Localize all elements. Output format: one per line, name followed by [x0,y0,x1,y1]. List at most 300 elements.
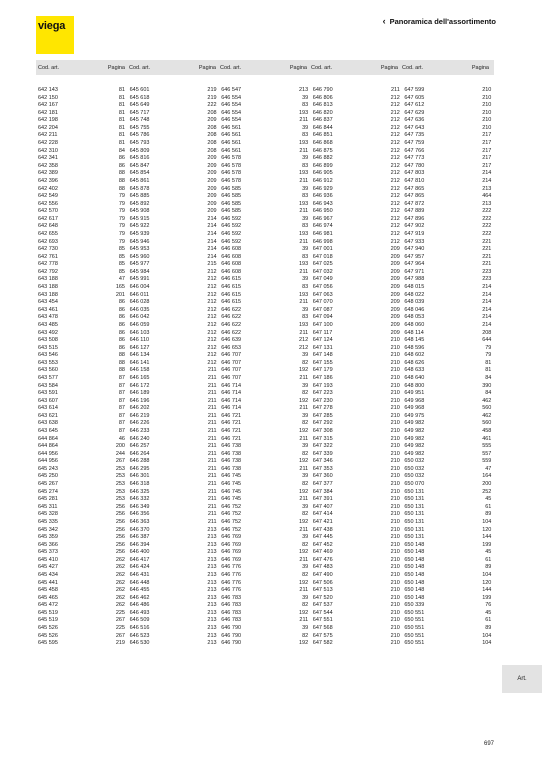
page-ref: 208 [482,329,492,336]
article-code: 646 509 [129,617,150,624]
table-row [219,148,311,156]
article-code: 645 922 [129,223,150,230]
side-tab-art[interactable] [502,665,542,693]
table-row [128,466,220,474]
table-row [219,155,311,163]
overview-link[interactable] [383,16,496,26]
table-row [311,496,403,504]
page-ref: 104 [482,572,492,578]
page-ref: 83 [302,162,309,169]
page-ref: 213 [207,625,217,632]
table-row [36,360,128,368]
article-code: 647 001 [312,246,333,253]
page-ref: 39 [302,594,309,601]
article-code: 645 472 [38,602,58,609]
page-ref: 209 [207,162,217,169]
table-row [402,284,494,292]
table-row [36,216,128,224]
table-row [402,481,494,489]
page-ref: 214 [482,177,492,184]
table-row [219,193,311,201]
article-code: 646 936 [312,193,333,200]
page-ref: 39 [302,625,309,632]
table-row [311,572,403,580]
table-row [402,337,494,345]
page-ref: 210 [482,94,492,101]
article-code: 646 905 [312,170,333,177]
table-row [36,193,128,201]
page-ref: 79 [118,200,125,207]
page-ref: 555 [482,443,492,450]
table-row [36,527,128,535]
page-ref: 81 [118,140,125,147]
article-code: 649 968 [404,405,425,412]
article-code: 643 461 [38,306,58,313]
page-ref: 213 [207,640,217,647]
table-row [128,383,220,391]
page-ref: 192 [299,397,309,404]
page-ref: 82 [302,511,309,518]
article-code: 646 516 [129,625,150,632]
table-row [36,223,128,231]
table-row [36,420,128,428]
table-row [311,132,403,140]
page-ref: 213 [207,594,217,601]
article-code: 643 584 [38,382,58,389]
page-ref: 212 [390,223,400,230]
table-row [128,511,220,519]
page-ref: 212 [207,352,217,359]
page-ref: 214 [482,284,492,291]
article-code: 643 478 [38,314,58,321]
table-row [219,436,311,444]
article-code: 646 318 [129,481,150,488]
article-code: 643 485 [38,321,58,328]
article-code: 649 982 [404,450,425,457]
article-code: 646 592 [221,230,242,237]
page-ref: 253 [115,465,125,472]
page-ref: 86 [118,337,125,344]
article-code: 647 292 [312,420,333,427]
page-ref: 210 [390,481,400,488]
table-row [402,527,494,535]
table-row [36,610,128,618]
article-code: 643 515 [38,344,58,351]
page-ref: 210 [390,374,400,381]
table-row [36,511,128,519]
page-ref: 82 [302,572,309,578]
article-code: 646 615 [221,291,242,298]
table-row [311,284,403,292]
article-code: 642 310 [38,147,58,154]
article-code: 645 328 [38,511,58,518]
page-ref: 209 [390,276,400,283]
page-ref: 214 [207,253,217,260]
article-code: 647 506 [312,579,333,586]
chevron-left-icon: ‹ [382,16,386,26]
table-row [219,473,311,481]
article-code: 646 752 [221,518,242,525]
table-row [219,633,311,641]
article-code: 647 551 [312,617,333,624]
table-row [128,216,220,224]
table-row [402,352,494,360]
table-row [128,557,220,565]
article-code: 650 148 [404,579,425,586]
table-row [402,617,494,625]
article-code: 647 865 [404,185,425,192]
article-code: 648 640 [404,374,425,381]
page-ref: 84 [118,147,125,154]
page-ref: 82 [302,420,309,427]
table-row [311,617,403,625]
article-code: 645 373 [38,549,58,556]
article-code: 646 622 [221,321,242,328]
table-row [128,95,220,103]
article-code: 645 809 [129,147,150,154]
page-ref: 253 [115,473,125,480]
article-code: 647 278 [312,405,333,412]
page-ref: 79 [118,230,125,237]
article-code: 647 186 [312,374,333,381]
page-ref: 210 [390,496,400,503]
table-row [36,148,128,156]
article-code: 645 977 [129,261,150,268]
page-ref: 82 [302,481,309,488]
table-row [36,239,128,247]
table-row [128,170,220,178]
table-row [219,110,311,118]
page-ref: 210 [390,503,400,510]
article-code: 642 792 [38,268,58,275]
article-code: 643 621 [38,412,58,419]
article-code: 647 308 [312,428,333,435]
table-row [128,473,220,481]
article-code: 646 578 [221,177,242,184]
page-ref: 83 [302,132,309,139]
page-ref: 256 [115,518,125,525]
table-row [36,549,128,557]
article-code: 646 813 [312,102,333,109]
table-row [36,580,128,588]
article-code: 647 520 [312,594,333,601]
page-ref: 559 [482,458,492,465]
article-code: 650 070 [404,481,425,488]
article-code: 645 878 [129,185,150,192]
table-row [36,595,128,603]
page-ref: 209 [207,185,217,192]
table-row [36,542,128,550]
table-row [311,383,403,391]
article-code: 644 864 [38,435,58,442]
page-ref: 210 [390,488,400,495]
table-row [402,625,494,633]
table-row [402,390,494,398]
page-ref: 210 [390,428,400,435]
table-row [311,527,403,535]
table-row [311,360,403,368]
table-row [219,284,311,292]
page-ref: 212 [390,170,400,177]
table-row [402,428,494,436]
article-code: 647 490 [312,572,333,578]
page-ref: 210 [390,359,400,366]
article-code: 647 964 [404,261,425,268]
article-code: 646 783 [221,609,242,616]
table-row [219,246,311,254]
article-code: 646 608 [221,246,242,253]
article-code: 645 854 [129,170,150,177]
table-row [311,542,403,550]
page-ref: 84 [485,374,492,381]
table-row [311,390,403,398]
header-code-1: Cod. art. [38,64,60,71]
table-row [36,178,128,186]
table-row [36,458,128,466]
table-row [402,148,494,156]
article-code: 646 110 [129,337,150,344]
page-ref: 193 [299,261,309,268]
article-code: 647 056 [312,284,333,291]
article-code: 650 131 [404,496,425,503]
article-code: 646 554 [221,117,242,124]
header-code-2: Cod. art. [129,64,151,71]
table-row [311,610,403,618]
page-ref: 458 [482,428,492,435]
article-code: 643 638 [38,420,58,427]
article-code: 645 717 [129,109,150,116]
page-ref: 223 [482,276,492,283]
article-code: 645 885 [129,193,150,200]
page-ref: 89 [485,625,492,632]
article-code: 645 816 [129,155,150,162]
table-row [311,186,403,194]
article-code: 642 570 [38,208,58,215]
page-ref: 45 [485,609,492,616]
article-code: 643 560 [38,367,58,374]
article-code: 646 783 [221,617,242,624]
article-code: 646 356 [129,511,150,518]
article-index-table [36,60,494,648]
table-row [128,398,220,406]
article-code: 647 896 [404,215,425,222]
page-ref: 209 [390,261,400,268]
page-ref: 211 [299,556,309,563]
article-code: 650 148 [404,564,425,571]
table-row [128,542,220,550]
page-ref: 212 [207,276,217,283]
page-ref: 83 [302,253,309,260]
article-code: 646 622 [221,314,242,321]
page-ref: 82 [302,632,309,639]
article-code: 646 219 [129,412,150,419]
page-ref: 209 [390,321,400,328]
table-row [402,580,494,588]
article-code: 646 783 [221,594,242,601]
article-code: 642 204 [38,124,58,131]
article-code: 647 179 [312,367,333,374]
article-code: 645 601 [129,87,150,93]
article-code: 642 778 [38,261,58,268]
page-ref: 61 [485,617,492,624]
table-row [402,140,494,148]
table-row [36,564,128,572]
article-code: 642 150 [38,94,58,101]
page-ref: 144 [482,534,492,541]
page-ref: 211 [207,374,217,381]
table-row [128,443,220,451]
table-row [311,299,403,307]
page-ref: 219 [115,640,125,647]
page-ref: 85 [118,246,125,253]
table-row [219,451,311,459]
page-ref: 192 [299,458,309,465]
page-ref: 212 [207,337,217,344]
page-ref: 210 [390,337,400,344]
page-ref: 225 [115,609,125,616]
header-code-5: Cod. art. [402,64,424,71]
article-code: 646 653 [221,344,242,351]
article-code: 646 578 [221,162,242,169]
table-row [36,557,128,565]
table-row [402,254,494,262]
table-row [219,496,311,504]
article-code: 643 492 [38,329,58,336]
article-code: 645 342 [38,526,58,533]
table-row [128,428,220,436]
page-ref: 82 [302,541,309,548]
article-code: 646 400 [129,549,150,556]
article-code: 647 735 [404,132,425,139]
table-row [128,610,220,618]
page-ref: 210 [390,602,400,609]
page-ref: 79 [118,215,125,222]
table-row [36,269,128,277]
table-row [36,383,128,391]
article-code: 642 167 [38,102,58,109]
table-row [36,428,128,436]
article-code: 642 396 [38,177,58,184]
article-code: 646 943 [312,200,333,207]
table-row [36,534,128,542]
table-row [128,458,220,466]
page-ref: 211 [207,405,217,412]
article-code: 647 445 [312,534,333,541]
table-row [311,208,403,216]
article-code: 647 483 [312,564,333,571]
table-row [36,375,128,383]
table-row [402,163,494,171]
article-code: 647 643 [404,124,425,131]
table-row [402,549,494,557]
article-code: 647 391 [312,496,333,503]
table-row [402,557,494,565]
table-row [219,602,311,610]
table-row [402,436,494,444]
page-ref: 212 [299,344,309,351]
article-code: 647 070 [312,299,333,306]
table-row [128,87,220,95]
article-code: 646 608 [221,268,242,275]
page-ref: 212 [390,140,400,147]
column-group-2 [128,87,220,648]
table-row [36,163,128,171]
page-ref: 39 [302,124,309,131]
page-ref: 209 [207,200,217,207]
article-code: 645 755 [129,124,150,131]
page-ref: 209 [390,306,400,313]
article-code: 645 526 [38,625,58,632]
article-code: 646 608 [221,261,242,268]
table-row [311,489,403,497]
table-row [219,458,311,466]
page-ref: 221 [482,261,492,268]
article-code: 647 421 [312,518,333,525]
article-code: 645 861 [129,177,150,184]
page-ref: 256 [115,526,125,533]
article-code: 645 793 [129,140,150,147]
table-row [36,345,128,353]
page-ref: 222 [482,230,492,237]
table-row [128,284,220,292]
page-ref: 211 [207,458,217,465]
page-ref: 211 [299,496,309,503]
article-code: 647 988 [404,276,425,283]
header-code-4: Cod. art. [311,64,333,71]
article-code: 645 281 [38,496,58,503]
page-ref: 210 [390,367,400,374]
article-code: 646 721 [221,435,242,442]
article-code: 647 049 [312,276,333,283]
table-row [311,223,403,231]
table-row [219,178,311,186]
page-ref: 86 [118,155,125,162]
table-row [128,390,220,398]
table-row [128,564,220,572]
page-ref: 209 [390,246,400,253]
table-row [311,87,403,95]
article-code: 643 508 [38,337,58,344]
page-ref: 256 [115,549,125,556]
table-row [402,534,494,542]
article-code: 646 585 [221,185,242,192]
article-code: 642 198 [38,117,58,124]
article-code: 647 377 [312,481,333,488]
table-row [402,155,494,163]
article-code: 646 554 [221,94,242,101]
page-ref: 81 [485,359,492,366]
article-code: 647 148 [312,352,333,359]
page-ref: 212 [390,208,400,215]
article-code: 642 761 [38,253,58,260]
article-code: 647 384 [312,488,333,495]
article-code: 646 530 [129,640,150,647]
article-code: 647 636 [404,117,425,124]
table-row [311,352,403,360]
table-row [36,625,128,633]
table-row [128,345,220,353]
article-code: 646 776 [221,564,242,571]
article-code: 648 626 [404,359,425,366]
page-ref: 211 [299,587,309,594]
page-ref: 199 [482,594,492,601]
page-ref: 87 [118,374,125,381]
page-ref: 193 [299,200,309,207]
table-row [36,125,128,133]
article-code: 646 608 [221,253,242,260]
article-code: 647 537 [312,602,333,609]
table-row [128,201,220,209]
